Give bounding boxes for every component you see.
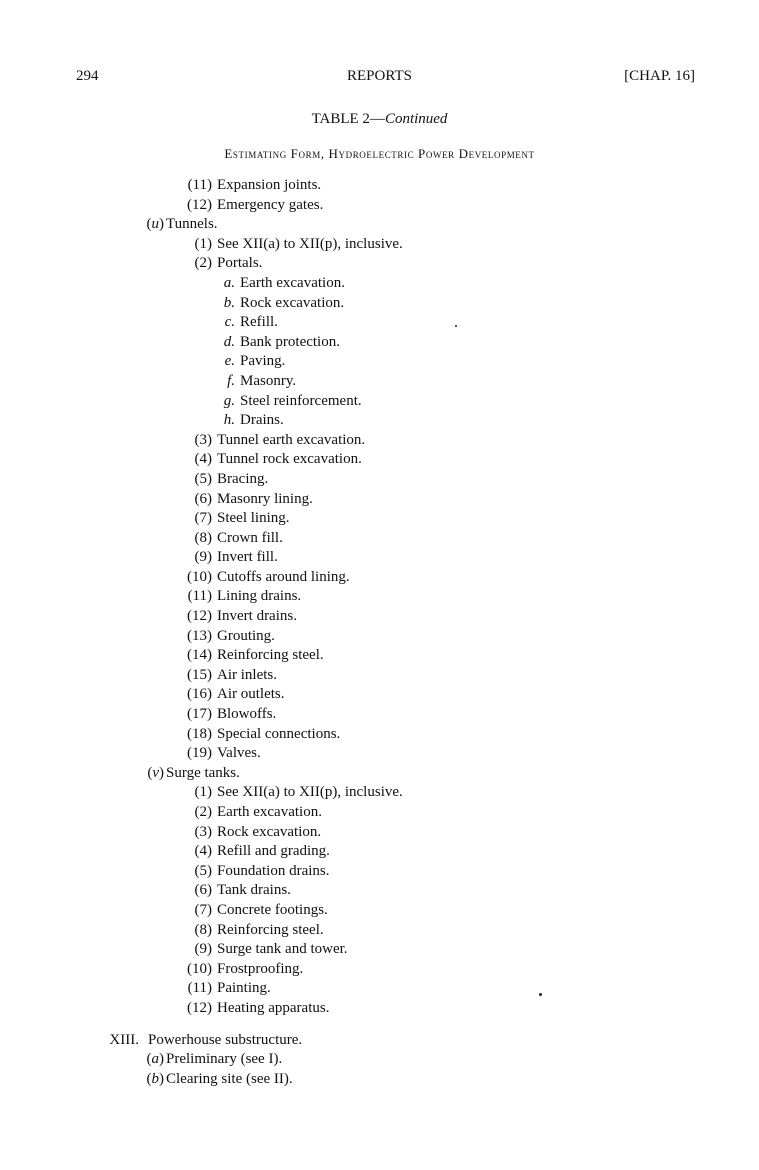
list-item-text: Preliminary (see I). <box>166 1051 283 1068</box>
list-item-label: (19) <box>187 745 212 762</box>
list-item-label: (15) <box>187 666 212 683</box>
list-item-label: (17) <box>187 706 212 723</box>
list-item-label: (11) <box>187 177 212 193</box>
list-item-text: Cutoffs around lining. <box>217 568 350 585</box>
list-item-label: (11) <box>187 980 212 997</box>
list-item <box>0 352 759 372</box>
list-item-text: Concrete footings. <box>217 901 328 918</box>
list-item-label: (4) <box>194 451 212 468</box>
list-item <box>0 705 759 725</box>
list-item-text: Reinforcing steel. <box>217 921 324 938</box>
list-item-text: Refill and grading. <box>217 843 330 860</box>
list-item-label: (14) <box>187 647 212 664</box>
chapter-label: [CHAP. 16] <box>624 68 695 84</box>
list-item-text: Emergency gates. <box>217 196 324 213</box>
list-item-text: Drains. <box>240 412 284 429</box>
outline-list <box>0 176 759 1089</box>
list-item-text: Bracing. <box>217 470 269 487</box>
list-item <box>0 529 759 549</box>
list-item-label: (8) <box>194 921 212 938</box>
list-item-label: (5) <box>194 862 212 879</box>
list-item-text: Heating apparatus. <box>217 999 330 1016</box>
list-item-label: a. <box>223 274 235 291</box>
list-item <box>0 901 759 921</box>
list-item <box>0 450 759 470</box>
list-item-label: (3) <box>194 823 212 840</box>
list-item <box>0 313 759 333</box>
list-item <box>0 725 759 745</box>
list-item <box>0 607 759 627</box>
list-item <box>0 842 759 862</box>
list-item-label: (12) <box>187 999 212 1016</box>
list-item-text: Refill. <box>240 314 278 331</box>
list-item <box>0 294 759 314</box>
list-item-text: Bank protection. <box>240 333 340 350</box>
list-item-text: Tunnel rock excavation. <box>217 451 362 468</box>
list-item <box>0 803 759 823</box>
list-item <box>0 1070 759 1090</box>
list-item <box>0 744 759 764</box>
list-item <box>0 1050 759 1070</box>
list-item <box>0 470 759 490</box>
list-item-text: Invert drains. <box>217 608 297 625</box>
list-item-label: (v) <box>147 764 164 781</box>
list-item-text: Portals. <box>217 255 263 272</box>
list-item-text: See XII(a) to XII(p), inclusive. <box>217 784 403 801</box>
list-item-text: Air inlets. <box>217 666 277 683</box>
list-item-text: Special connections. <box>217 725 341 742</box>
list-item-text: Masonry. <box>240 372 297 389</box>
list-item-label: (6) <box>194 882 212 899</box>
list-item <box>0 783 759 803</box>
list-item-label: (u) <box>146 216 164 233</box>
list-item <box>0 881 759 901</box>
list-item-label: (16) <box>187 686 212 703</box>
list-item <box>0 490 759 510</box>
list-item-text: Painting. <box>217 980 271 997</box>
table-title-continued: Continued <box>384 111 448 127</box>
list-item-label: (8) <box>194 529 212 546</box>
list-item <box>0 568 759 588</box>
list-item <box>0 274 759 294</box>
list-item <box>0 509 759 529</box>
list-item-text: Clearing site (see II). <box>166 1070 293 1087</box>
list-item-label: (6) <box>194 490 212 507</box>
list-item-label: (2) <box>194 804 212 820</box>
list-item <box>0 254 759 274</box>
list-item-text: Rock excavation. <box>217 823 322 840</box>
list-item-text: Tunnel earth excavation. <box>217 431 366 448</box>
list-item <box>0 646 759 666</box>
list-item <box>0 666 759 686</box>
list-item-text: Rock excavation. <box>240 294 345 311</box>
list-item-text: Reinforcing steel. <box>217 647 324 664</box>
list-item-label: b. <box>223 294 235 311</box>
list-item-label: (5) <box>194 470 212 487</box>
list-item <box>0 685 759 705</box>
page-number: 294 <box>76 68 99 84</box>
list-item-text: Powerhouse substructure. <box>148 1031 303 1048</box>
form-subtitle: Estimating Form, Hydroelectric Power Development <box>224 146 535 161</box>
list-item-label: (9) <box>194 941 212 958</box>
list-item <box>0 587 759 607</box>
list-item <box>0 960 759 980</box>
list-item-text: Masonry lining. <box>217 490 313 507</box>
list-item <box>0 411 759 431</box>
list-item-text: Air outlets. <box>217 686 285 703</box>
list-item-text: Foundation drains. <box>217 862 330 879</box>
list-item-label: d. <box>223 333 235 350</box>
running-title: REPORTS <box>347 68 412 84</box>
list-item <box>0 979 759 999</box>
list-item-label: (7) <box>194 901 212 918</box>
list-item-label: (12) <box>187 608 212 625</box>
print-speck <box>539 993 542 996</box>
list-item-label: (10) <box>187 568 212 585</box>
list-item <box>0 1031 759 1051</box>
list-item <box>0 431 759 451</box>
list-item-text: Tunnels. <box>166 216 218 233</box>
list-item-label: g. <box>223 392 235 409</box>
list-item-text: Steel lining. <box>217 510 290 527</box>
list-item <box>0 333 759 353</box>
list-item-label: (3) <box>194 431 212 448</box>
list-item-text: Grouting. <box>217 627 275 644</box>
list-item <box>0 176 759 196</box>
list-item-label: (b) <box>146 1070 164 1087</box>
list-item-label: (12) <box>187 196 212 213</box>
list-item <box>0 1019 759 1031</box>
list-item-label: (11) <box>187 588 212 605</box>
list-item-label: e. <box>224 353 235 370</box>
list-item <box>0 235 759 255</box>
list-item-text: See XII(a) to XII(p), inclusive. <box>217 235 403 252</box>
list-item-label: c. <box>224 314 235 331</box>
list-item-text: Paving. <box>240 353 286 370</box>
list-item-text: Steel reinforcement. <box>240 392 362 409</box>
list-item <box>0 392 759 412</box>
list-item-text: Frostproofing. <box>217 960 304 977</box>
list-item-text: Earth excavation. <box>217 804 322 820</box>
list-item <box>0 764 759 784</box>
list-item-text: Invert fill. <box>217 549 278 566</box>
print-speck <box>455 325 457 327</box>
list-item-text: Blowoffs. <box>217 706 277 723</box>
list-item-label: (1) <box>194 784 212 801</box>
table-title <box>0 111 759 128</box>
list-item <box>0 921 759 941</box>
list-item-label: XIII. <box>109 1031 139 1048</box>
list-item-text: Surge tank and tower. <box>217 941 348 958</box>
list-item-label: (9) <box>194 549 212 566</box>
list-item-text: Surge tanks. <box>166 764 240 781</box>
list-item <box>0 999 759 1019</box>
list-item-text: Expansion joints. <box>217 177 322 193</box>
list-item-text: Crown fill. <box>217 529 283 546</box>
table-title-main: TABLE 2— <box>311 111 385 127</box>
list-item <box>0 823 759 843</box>
list-item-label: h. <box>223 412 235 429</box>
list-item-label: f. <box>227 372 235 389</box>
list-item <box>0 862 759 882</box>
list-item <box>0 372 759 392</box>
list-item-label: (18) <box>187 725 212 742</box>
list-item-text: Earth excavation. <box>240 274 345 291</box>
list-item-text: Tank drains. <box>217 882 291 899</box>
list-item <box>0 215 759 235</box>
list-item <box>0 627 759 647</box>
list-item-label: (7) <box>194 510 212 527</box>
list-item <box>0 548 759 568</box>
list-item <box>0 196 759 216</box>
list-item-text: Valves. <box>217 745 261 762</box>
list-item-label: (4) <box>194 843 212 860</box>
list-item-text: Lining drains. <box>217 588 302 605</box>
list-item-label: (10) <box>187 960 212 977</box>
list-item-label: (2) <box>194 255 212 272</box>
list-item-label: (a) <box>146 1051 164 1068</box>
list-item <box>0 940 759 960</box>
list-item-label: (13) <box>187 627 212 644</box>
list-item-label: (1) <box>194 235 212 252</box>
